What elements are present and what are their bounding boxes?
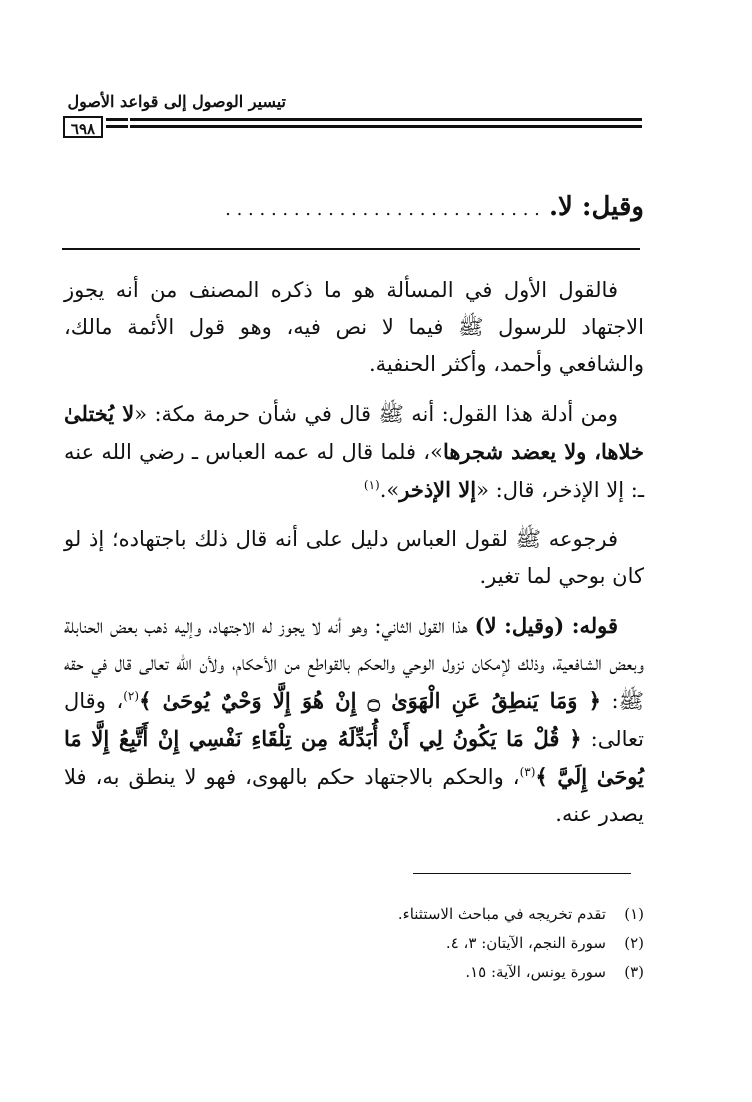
paragraph-3-text: فرجوعه ﷺ لقول العباس دليل على أنه قال ذلك باجتهاده؛ إذ لو كان بوحي لما تغير. bbox=[64, 527, 644, 588]
matn-dots: . . . . . . . . . . . . . . . . . . . . . . . . . . . . bbox=[225, 199, 540, 220]
paragraph-4-text-b: هذا القول الثاني: وهو أنه لا يجوز له الاجتهاد، وإليه ذهب بعض الحنابلة وبعض الشافعية، وذلك لإمكان نزول الوحي والحكم بالقواطع من الأحكام، ولأن الله تعالى قال في حقه ﷺ: bbox=[64, 614, 644, 713]
matn-label: وقيل: لا. bbox=[548, 192, 644, 222]
paragraph-2-text-c: »، فلما قال له عمه العباس ـ رضي الله عنه ـ: إلا الإذخر، قال: « bbox=[64, 440, 644, 502]
header-stub-rule-top bbox=[106, 118, 128, 121]
quran-verse-2: ﴿ قُلْ مَا يَكُونُ لِي أَنْ أُبَدِّلَهُ مِن تِلْقَاءِ نَفْسِي إِنْ أَتَّبِعُ إِلَّا مَا يُوحَىٰ إِلَيَّ ﴾ bbox=[64, 726, 645, 789]
paragraph-2-text-a: ومن أدلة هذا القول: أنه ﷺ قال في شأن حرمة مكة: « bbox=[134, 402, 618, 426]
footnote-number: (٢) bbox=[624, 934, 644, 952]
footnote-number: (٣) bbox=[624, 963, 644, 981]
header-rule-bottom bbox=[130, 125, 642, 128]
footnote-item bbox=[144, 900, 644, 929]
matn-separator bbox=[62, 248, 640, 250]
footnotes bbox=[144, 900, 644, 987]
hadith-quote-1: لا يُختلىٰ خلاها، ولا يعضد شجرها bbox=[64, 401, 644, 464]
paragraph-3 bbox=[64, 521, 644, 595]
page-number: ٦٩٨ bbox=[63, 116, 103, 138]
paragraph-4 bbox=[64, 607, 644, 833]
quran-verse-1: ﴿ وَمَا يَنطِقُ عَنِ الْهَوَىٰ ۝ إِنْ هُوَ إِلَّا وَحْيٌ يُوحَىٰ ﴾ bbox=[139, 688, 601, 713]
running-title: تيسير الوصول إلى قواعد الأصول bbox=[67, 92, 286, 111]
quoted-matn: قوله: (وقيل: لا) bbox=[474, 613, 618, 638]
footnote-ref-3: (٣) bbox=[519, 765, 536, 779]
footnote-number: (١) bbox=[624, 905, 644, 923]
paragraph-1-text: فالقول الأول في المسألة هو ما ذكره المصنف من أنه يجوز الاجتهاد للرسول ﷺ فيما لا نص فيه، وهو قول الأئمة مالك، والشافعي وأحمد، وأكثر الحنفية. bbox=[64, 278, 644, 376]
matn-line bbox=[60, 192, 644, 222]
footnote-text: سورة النجم، الآيتان: ٣، ٤. bbox=[445, 934, 606, 952]
paragraph-1 bbox=[64, 272, 644, 383]
header-rule-top bbox=[130, 118, 642, 121]
paragraph-2 bbox=[64, 395, 644, 509]
commentary-body bbox=[64, 272, 644, 845]
paragraph-4-text-d: ، والحكم بالاجتهاد حكم بالهوى، فهو لا ينطق به، فلا يصدر عنه. bbox=[64, 765, 644, 826]
header-stub-rule-bottom bbox=[106, 125, 128, 128]
hadith-quote-2: إلا الإذخر bbox=[399, 477, 477, 502]
footnote-ref-2: (٢) bbox=[123, 689, 140, 703]
footnote-separator bbox=[413, 873, 631, 874]
footnote-item bbox=[144, 958, 644, 987]
footnote-ref-1: (١) bbox=[363, 478, 380, 492]
paragraph-4-text-c: ، وقال تعالى: bbox=[64, 689, 644, 751]
footnote-text: سورة يونس، الآية: ١٥. bbox=[465, 963, 606, 981]
paragraph-2-text-e: ». bbox=[379, 478, 400, 502]
footnote-text: تقدم تخريجه في مباحث الاستثناء. bbox=[397, 905, 606, 923]
footnote-item bbox=[144, 929, 644, 958]
